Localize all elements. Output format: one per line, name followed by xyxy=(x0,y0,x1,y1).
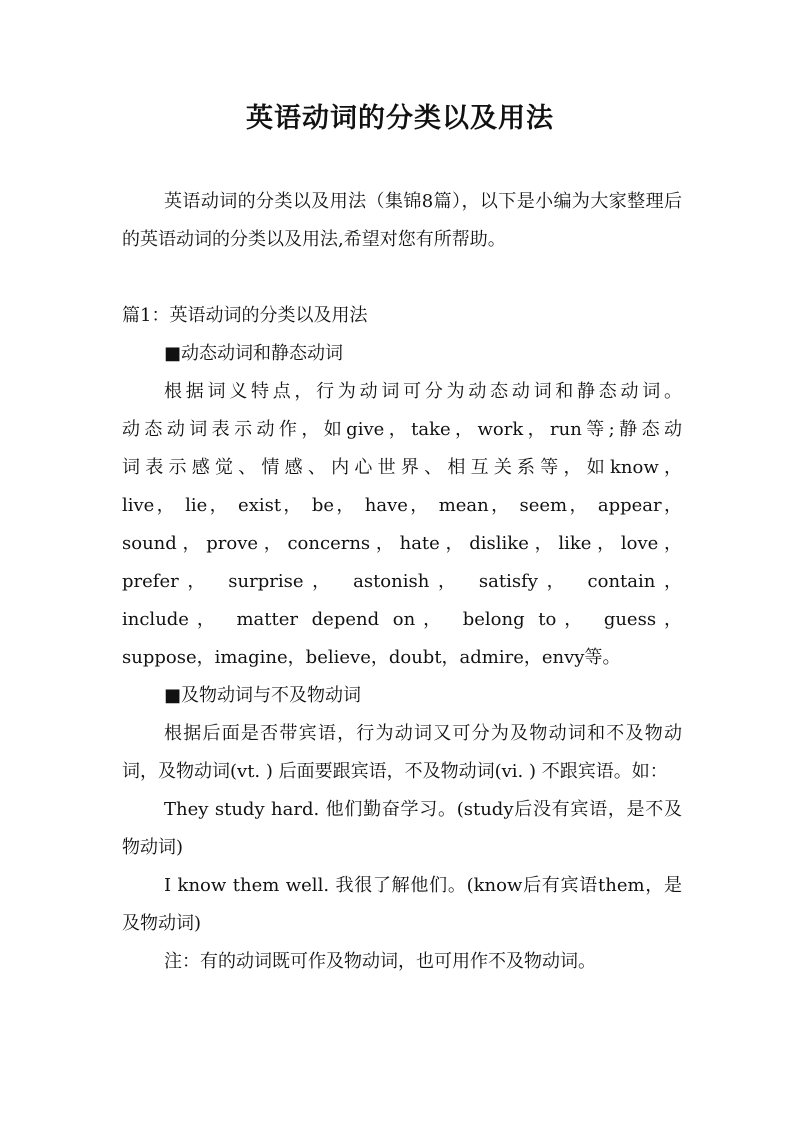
note-paragraph: 注：有的动词既可作及物动词，也可用作不及物动词。 xyxy=(164,951,596,972)
section-title: 篇1：英语动词的分类以及用法 xyxy=(122,305,368,326)
paragraph-line: include， matter depend on， belong to， guess， xyxy=(122,609,682,630)
paragraph-transitive: 根据后面是否带宾语，行为动词又可分为及物动词和不及物动词，及物动词(vt. ) 后面要跟宾语，不及物动词(vi. ) 不跟宾语。如： xyxy=(122,723,682,782)
example-sentence-1: They study hard. 他们勤奋学习。(study后没有宾语，是不及物动词) xyxy=(122,799,682,858)
document-title: 英语动词的分类以及用法 xyxy=(246,103,554,134)
intro-paragraph: 英语动词的分类以及用法（集锦8篇），以下是小编为大家整理后的英语动词的分类以及用法,希望对您有所帮助。 xyxy=(122,191,682,250)
paragraph-line: 动态动词表示动作，如give，take，work，run等;静态动 xyxy=(122,419,682,440)
paragraph-line: sound，prove，concerns，hate，dislike，like，love， xyxy=(122,533,682,554)
paragraph-line: live， lie， exist， be， have， mean， seem， appear， xyxy=(122,495,682,516)
document-body xyxy=(122,183,682,981)
paragraph-line: 词表示感觉、情感、内心世界、相互关系等，如know， xyxy=(122,457,682,478)
paragraph-line-last: suppose，imagine，believe，doubt，admire，envy等。 xyxy=(122,647,621,668)
paragraph-spacer xyxy=(122,259,682,297)
subheading-dynamic-static: ■动态动词和静态动词 xyxy=(164,343,344,364)
example-sentence-2: I know them well. 我很了解他们。(know后有宾语them，是及物动词) xyxy=(122,875,682,934)
subheading-transitive: ■及物动词与不及物动词 xyxy=(164,685,362,706)
paragraph-verb-types xyxy=(122,373,682,677)
paragraph-line: 根据词义特点，行为动词可分为动态动词和静态动词。 xyxy=(164,381,682,402)
paragraph-line: prefer， surprise， astonish， satisfy， contain， xyxy=(122,571,682,592)
